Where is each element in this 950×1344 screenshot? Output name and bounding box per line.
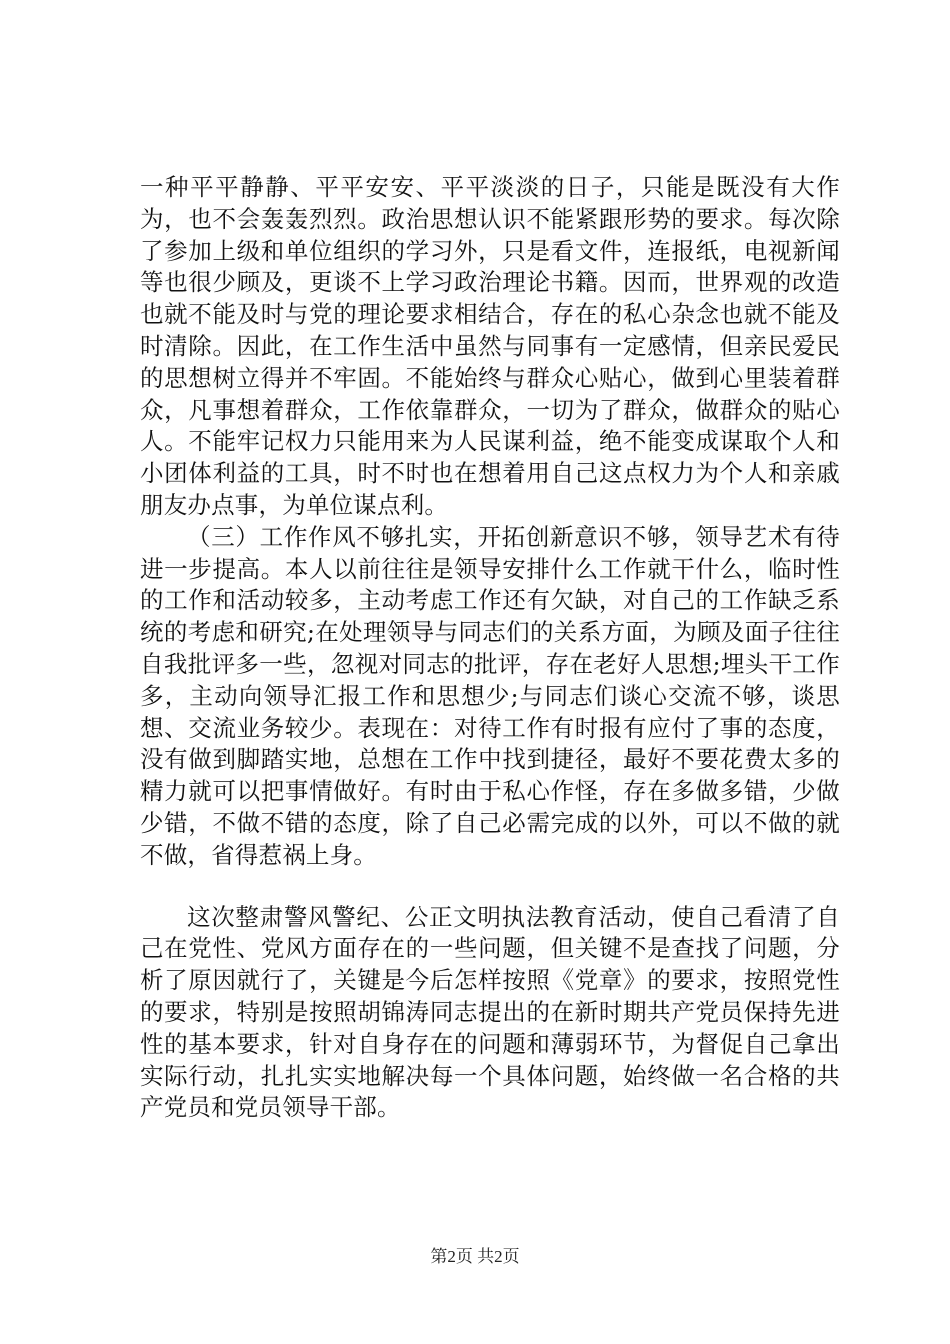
paragraph-spacer (140, 872, 840, 902)
paragraph-continuation: 一种平平静静、平平安安、平平淡淡的日子，只能是既没有大作为，也不会轰轰烈烈。政治思想认识不能紧跟形势的要求。每次除了参加上级和单位组织的学习外，只是看文件，连报纸，电视新闻等也很少顾及，更谈不上学习政治理论书籍。因而，世界观的改造也就不能及时与党的理论要求相结合，存在的私心杂念也就不能及时清除。因此，在工作生活中虽然与同事有一定感情，但亲民爱民的思想树立得并不牢固。不能始终与群众心贴心，做到心里装着群众，凡事想着群众，工作依靠群众，一切为了群众，做群众的贴心人。不能牢记权力只能用来为人民谋利益，绝不能变成谋取个人和小团体利益的工具，时不时也在想着用自己这点权力为个人和亲戚朋友办点事，为单位谋点利。 (140, 173, 840, 519)
document-body (140, 172, 840, 1124)
paragraph-work-style: （三）工作作风不够扎实，开拓创新意识不够，领导艺术有待进一步提高。本人以前往往是领导安排什么工作就干什么，临时性的工作和活动较多，主动考虑工作还有欠缺，对自己的工作缺乏系统的考虑和研究;在处理领导与同志们的关系方面，为顾及面子往往自我批评多一些，忽视对同志的批评，存在老好人思想;埋头干工作多，主动向领导汇报工作和思想少;与同志们谈心交流不够，谈思想、交流业务较少。表现在：对待工作有时报有应付了事的态度，没有做到脚踏实地，总想在工作中找到捷径，最好不要花费太多的精力就可以把事情做好。有时由于私心作怪，存在多做多错，少做少错，不做不错的态度，除了自己必需完成的以外，可以不做的就不做，省得惹祸上身。 (140, 522, 840, 869)
paragraph-conclusion: 这次整肃警风警纪、公正文明执法教育活动，使自己看清了自己在党性、党风方面存在的一些问题，但关键不是查找了问题，分析了原因就行了，关键是今后怎样按照《党章》的要求，按照党性的要求，特别是按照胡锦涛同志提出的在新时期共产党员保持先进性的基本要求，针对自身存在的问题和薄弱环节，为督促自己拿出实际行动，扎扎实实地解决每一个具体问题，始终做一名合格的共产党员和党员领导干部。 (140, 902, 840, 1122)
page-number-footer: 第2页 共2页 (430, 1247, 520, 1266)
